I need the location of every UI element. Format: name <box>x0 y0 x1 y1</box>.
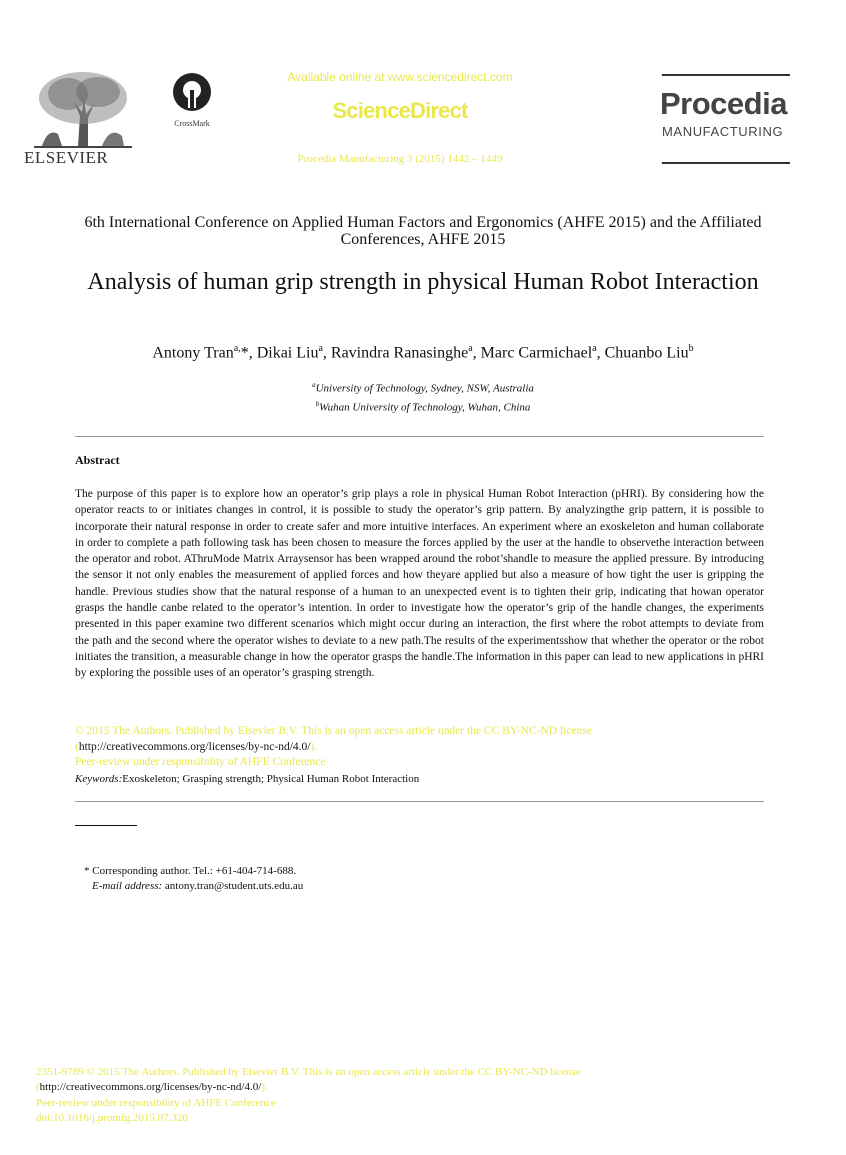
license-notice: © 2015 The Authors. Published by Elsevier B.V. This is an open access article under the CC BY-NC-ND license (http://creativecommons.org/licenses/by-nc-nd/4.0/). Peer-review under responsibility of AHFE Conference <box>75 724 764 771</box>
conference-name: 6th International Conference on Applied Human Factors and Ergonomics (AHFE 2015) and the Affiliated Conferences, AHFE 2015 <box>84 214 762 248</box>
divider <box>75 801 764 802</box>
author-name: Marc Carmichael <box>480 344 593 362</box>
procedia-title: Procedia <box>660 86 787 121</box>
author-name: Dikai Liu <box>256 344 319 362</box>
doi-link[interactable]: doi:10.1016/j.promfg.2015.07.320 <box>36 1111 188 1124</box>
journal-reference: Procedia Manufacturing 3 (2015) 1442 – 1449 <box>297 153 503 165</box>
author-affil-sup: a, <box>233 343 241 354</box>
available-online-link[interactable]: Available online at www.sciencedirect.com <box>287 70 513 84</box>
crossmark-label: CrossMark <box>174 119 210 128</box>
abstract-heading: Abstract <box>75 453 120 467</box>
keywords-text: Exoskeleton; Grasping strength; Physical Human Robot Interaction <box>122 773 420 785</box>
footnote-rule <box>75 825 137 826</box>
peer-review-line: Peer-review under responsibility of AHFE Conference <box>75 756 326 768</box>
keywords <box>75 773 419 785</box>
author-affil-sup: b <box>688 343 694 354</box>
author-name: Chuanbo Liu <box>604 344 689 362</box>
publisher-name: ELSEVIER <box>24 148 109 167</box>
corresponding-author-footnote: * Corresponding author. Tel.: +61-404-714-688. E-mail address: antony.tran@student.uts.edu.au <box>84 865 304 892</box>
email-label: E-mail address: <box>92 880 163 892</box>
affiliation: $^a$University of Technology, Sydney, NSW, Australia <box>312 381 534 395</box>
paper-title: Analysis of human grip strength in physical Human Robot Interaction <box>87 269 759 295</box>
procedia-subtitle: MANUFACTURING <box>662 124 784 139</box>
author-name: Antony Tran <box>152 344 234 362</box>
procedia-bottom-rule <box>662 162 790 164</box>
sciencedirect-logo: ScienceDirect <box>332 98 468 123</box>
author-affil-sup: a <box>468 343 473 354</box>
procedia-top-rule <box>662 74 790 76</box>
email-link[interactable]: antony.tran@student.uts.edu.au <box>164 880 304 892</box>
keywords-label: Keywords: <box>75 773 123 785</box>
affiliation: $^b$Wuhan University of Technology, Wuhan, China <box>315 399 531 414</box>
license-line: © 2015 The Authors. Published by Elsevier B.V. This is an open access article under the CC BY-NC-ND license <box>75 725 592 737</box>
bottom-license-url-link[interactable]: http://creativecommons.org/licenses/by-nc-nd/4.0/ <box>39 1081 262 1094</box>
affiliations <box>60 378 786 415</box>
license-url-link[interactable]: http://creativecommons.org/licenses/by-nc-nd/4.0/ <box>78 740 311 753</box>
author-affil-sup: a <box>318 343 323 354</box>
author-name: Ravindra Ranasinghe <box>330 344 469 362</box>
abstract-body: The purpose of this paper is to explore how an operator’s grip plays a role in physical Human Robot Interaction (pHRI). By considering how the operator reacts to or initiates changes in control, it is possible to study the operator’s grip pattern. By analyzingthe grip pattern, it is possible to incorporate their natural response in order to create safer and more intuitive interfaces. An experiment where an exoskeleton and human collaborate in order to complete a path following task has been chosen to measure the forces applied by the user at the handle to observethe interaction between the operator and robot. AThruMode Matrix Arraysensor has been wrapped around the robot’shandle to measure the applied pressure. By introducing the sensor it not only enables the measurement of applied forces and how theyare applied but also a measure of how tight the user is gripping the handle. Previous studies show that the natural response of a human to an unexpected event is to tighten their grip, indicating that howan operator grasps the handle canbe related to the operator’s intention. In order to investigate how the operator’s grip of the handle changes, the experiments presented in this paper examine two different scenarios which might occur during an interaction, the first where the robot attempts to deviate from the path and the second where the operator wishes to deviate to a new path.The results of the experimentsshow that whether the operator or the robot initiates the transition, a measurable change in how the operator grasps the handle.The information in this paper can lead to new applications in pHRI by exploring the possible uses of an operator’s grasping strength. <box>75 488 764 680</box>
author-affil-sup: a <box>592 343 597 354</box>
bottom-license-notice: 2351-9789 © 2015 The Authors. Published by Elsevier B.V. This is an open access article under the CC BY-NC-ND license (http://creativecommons.org/licenses/by-nc-nd/4.0/). Peer-review under responsibility of AHFE Conference doi:10.1016/j.promfg.2015.07.320 <box>36 1065 581 1126</box>
corresponding-mark: * <box>240 344 249 362</box>
divider <box>75 436 764 437</box>
author-list: Antony Tran$^{a,}$*, Dikai Liu$^a$, Ravindra Ranasinghe$^a$, Marc Carmichael$^a$, Chuanbo Liu$^b$ <box>152 343 694 362</box>
